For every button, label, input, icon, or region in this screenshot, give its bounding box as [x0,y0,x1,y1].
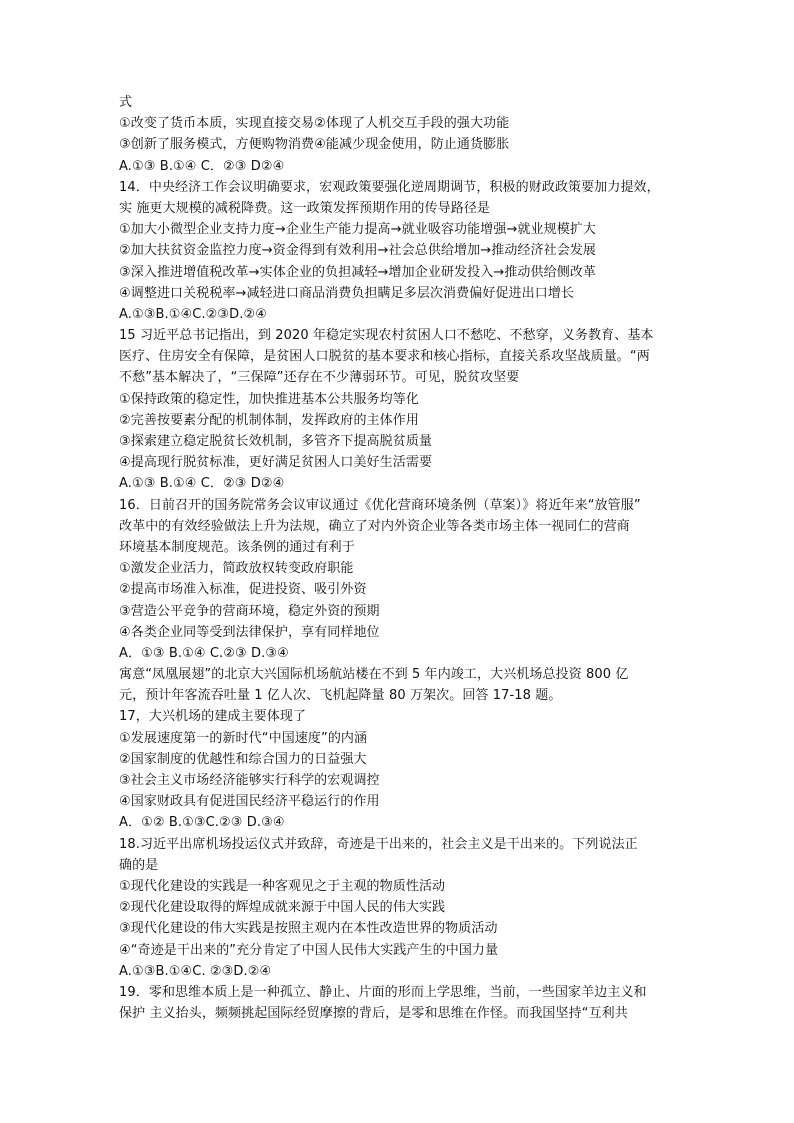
text-line: ②完善按要素分配的机制体制，发挥政府的主体作用 [119,412,419,428]
text-line: ①现代化建设的实践是一种客观见之于主观的物质性活动 [119,878,446,894]
answer-options: A.①③ B.①④ C．②③ D②④ [119,158,285,174]
text-line: 环境基本制度规范。该条例的通过有利于 [119,539,355,555]
text-line: ④调整进口关税税率→减轻进口商品消费负担瞒足多层次消费偏好促进出口增长 [119,285,575,301]
text-line: ②提高市场准入标准，促进投资、吸引外资 [119,582,367,598]
text-line: ③创新了服务模式，方便购物消费④能减少现金使用，防止通货膨胀 [119,137,510,153]
text-line: 改革中的有效经验做法上升为法规，确立了对内外资企业等各类市场主体一视同仁的营商 [119,518,630,534]
text-line: ④国家财政具有促进国民经济平稳运行的作用 [119,794,380,810]
text-line: ①改变了货币本质，实现直接交易②体现了人机交互手段的强大功能 [119,116,510,132]
material-passage: 寓意“凤凰展翅”的北京大兴国际机场航站楼在不到 5 年内竣工，大兴机场总投资 800 亿 [119,667,629,683]
text-line: ④“奇迹是干出来的”充分肯定了中国人民伟大实践产生的中国力量 [119,942,499,958]
text-line: ①发展速度第一的新时代“中国速度”的内涵 [119,730,368,746]
answer-options: A.①③ B.①④ C．②③ D②④ [119,476,285,492]
question-14-stem: 14．中央经济工作会议明确要求，宏观政策要强化逆周期调节，积极的财政政策要加力提效， [119,179,660,195]
text-line: ②国家制度的优越性和综合国力的日益强大 [119,751,367,767]
text-line: ①保持政策的稳定性，加快推进基本公共服务均等化 [119,391,419,407]
text-line: 式 [119,95,133,110]
text-line: 实 施更大规模的减税降费。这一政策发挥预期作用的传导路径是 [119,200,491,216]
text-line: ①加大小微型企业支持力度→企业生产能力提高→就业吸容功能增强→就业规模扩大 [119,222,597,238]
text-line: ③社会主义市场经济能够实行科学的宏观调控 [119,773,380,788]
question-18-stem: 18.习近平出席机场投运仪式并致辞，奇迹是干出来的，社会主义是干出来的。下列说法正 [119,836,638,852]
text-line: 元，预计年客流吞吐量 1 亿人次、飞机起降量 80 万架次。回答 17-18 题。 [119,688,562,704]
text-line: ③探索建立稳定脱贫长效机制，多管齐下提高脱贫质量 [119,434,433,449]
text-line: 医疗、住房安全有保障，是贫困人口脱贫的基本要求和核心指标，直接关系攻坚战质量。“两 [119,349,650,365]
text-line: ②现代化建设取得的辉煌成就来源于中国人民的伟大实践 [119,900,446,916]
answer-options: A.①③B.①④C. ②③D.②④ [119,963,272,979]
text-line: ③现代化建设的伟大实践是按照主观内在本性改造世界的物质活动 [119,921,498,937]
text-line: ③营造公平竞争的营商环境，稳定外资的预期 [119,603,380,619]
answer-options: A．①③ B.①④ C.②③ D.③④ [119,645,289,661]
question-text-block [119,92,689,1024]
text-line: 不愁”基本解决了，“三保障”还存在不少薄弱环节。可见，脱贫攻坚要 [119,370,520,386]
question-19-stem: 19．零和思维本质上是一种孤立、静止、片面的形而上学思维，当前，一些国家羊边主义和 [119,984,647,1000]
question-16-stem: 16．日前召开的国务院常务会议审议通过《优化营商环境条例（草案）》将近年来“放管服” [119,497,641,513]
answer-options: A．①② B.①③C.②③ D.③④ [119,815,285,831]
text-line: ①激发企业活力，简政放权转变政府职能 [119,561,354,577]
text-line: 确的是 [119,857,159,873]
text-line: ④提高现行脱贫标准，更好满足贫困人口美好生活需要 [119,455,433,471]
text-line: ③深入推进增值税改革→实体企业的负担减轻→增加企业研发投入→推动供给侧改革 [119,264,597,280]
answer-options: A.①③B.①④C.②③D.②④ [119,306,268,322]
question-17-stem: 17，大兴机场的建成主要体现了 [119,709,307,725]
question-15-stem: 15 习近平总书记指出，到 2020 年稳定实现农村贫困人口不愁吃、不愁穿，义务教育、基本 [119,328,654,344]
text-line: ④各类企业同等受到法律保护，享有同样地位 [119,624,380,640]
text-line: 保护 主义抬头，频频挑起国际经贸摩擦的背后，是零和思维在作怪。而我国坚持“互利共 [119,1006,628,1022]
text-line: ②加大扶贫资金监控力度→资金得到有效利用→社会总供给增加→推动经济社会发展 [119,243,597,259]
